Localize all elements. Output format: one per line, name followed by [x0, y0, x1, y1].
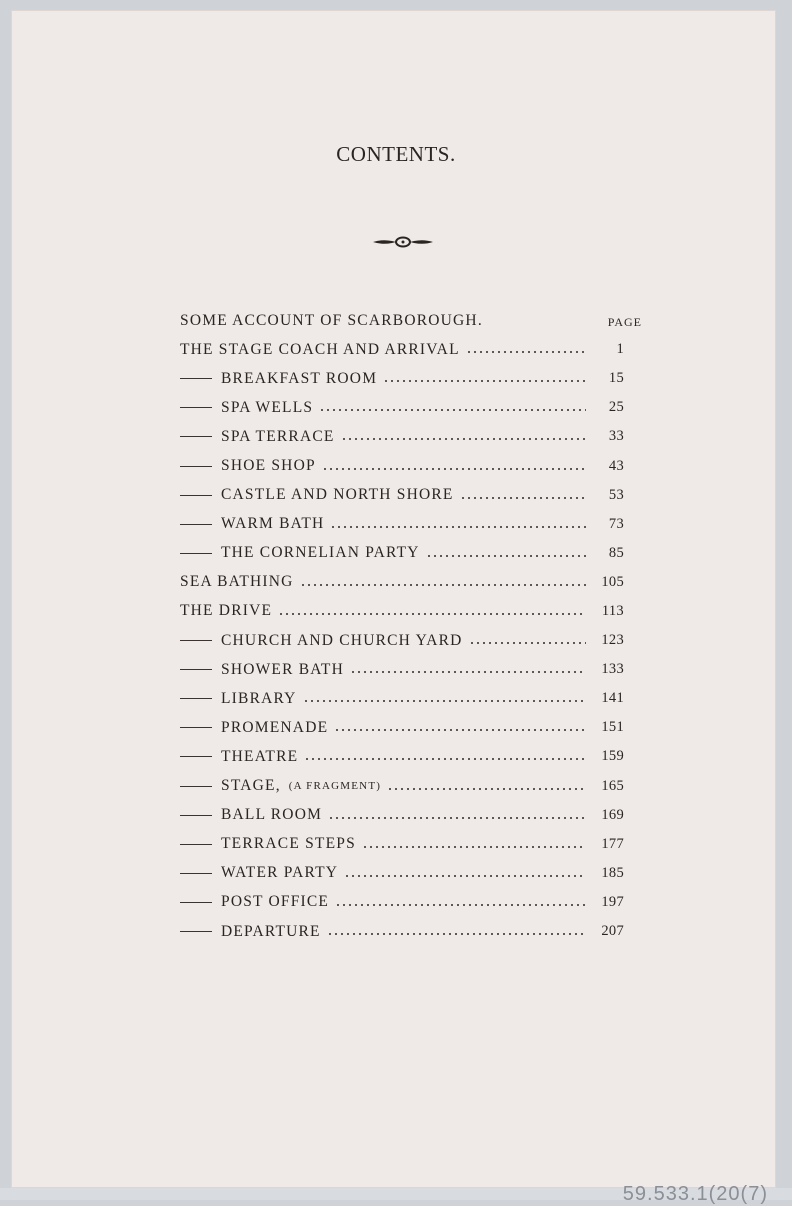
toc-entry-page: 105: [601, 573, 624, 590]
toc-entry-page: 73: [608, 515, 624, 532]
ditto-dash: [180, 640, 212, 641]
toc-entry-label: CASTLE AND NORTH SHORE: [221, 486, 454, 504]
mount-margin: [0, 1183, 792, 1205]
ditto-dash: [180, 495, 212, 496]
toc-entry-label: BALL ROOM: [221, 806, 323, 824]
dot-leader: [319, 409, 586, 411]
toc-entry-page: 25: [608, 399, 624, 416]
toc-entry-label: DEPARTURE: [221, 922, 321, 940]
toc-entry-label: POST OFFICE: [221, 893, 330, 911]
toc-entry-page: 113: [601, 602, 624, 619]
toc-entry-page: 133: [601, 661, 624, 678]
dot-leader: [469, 642, 586, 644]
toc-entry-page: 1: [616, 341, 624, 358]
ditto-dash: [180, 407, 212, 408]
toc-entry-label: STAGE,: [221, 777, 281, 795]
toc-entry: [180, 422, 642, 451]
dot-leader: [387, 788, 586, 790]
toc-entry-sublabel: (A FRAGMENT): [288, 780, 382, 793]
toc-entry-label: BREAKFAST ROOM: [221, 369, 378, 387]
toc-entry: [180, 684, 642, 713]
toc-entry-page: 197: [601, 893, 624, 910]
toc-entry-label: SPA WELLS: [221, 398, 314, 416]
ditto-dash: [180, 378, 212, 379]
dot-leader: [344, 875, 586, 877]
toc-entry: [180, 859, 642, 888]
toc-entry-page: 169: [601, 806, 624, 823]
page-title: CONTENTS.: [336, 142, 456, 166]
ditto-dash: [180, 669, 212, 670]
dot-leader: [383, 380, 586, 382]
ornament-icon: [372, 236, 434, 248]
toc-entry: [180, 742, 642, 771]
toc-entry-page: 33: [608, 428, 624, 445]
ditto-dash: [180, 436, 212, 437]
section-title: SOME ACCOUNT OF SCARBOROUGH.: [180, 311, 483, 329]
page-column-label: PAGE: [607, 315, 642, 330]
toc-entry: [180, 451, 642, 480]
toc-entry: [180, 830, 642, 859]
ditto-dash: [180, 524, 212, 525]
toc-entry-label: SHOE SHOP: [221, 457, 316, 475]
toc-entry: [180, 539, 642, 568]
dot-leader: [330, 526, 586, 528]
toc-entry: [180, 713, 642, 742]
toc-entry-label: SEA BATHING: [180, 573, 294, 591]
ditto-dash: [180, 756, 212, 757]
accession-inscription: 59.533.1(20(7): [622, 1183, 768, 1205]
toc-entry-label: WATER PARTY: [221, 864, 339, 882]
toc-entry-page: 151: [601, 719, 624, 736]
dot-leader: [300, 584, 586, 586]
toc-entry: [180, 626, 642, 655]
toc-entry-label: THE STAGE COACH AND ARRIVAL: [180, 340, 460, 358]
toc-entry-page: 159: [601, 748, 624, 765]
toc-entry-label: TERRACE STEPS: [221, 835, 356, 853]
toc-entry-label: SHOWER BATH: [221, 660, 344, 678]
toc-entry-page: 165: [601, 777, 624, 794]
toc-entry-page: 53: [608, 486, 624, 503]
toc-entry-label: PROMENADE: [221, 718, 329, 736]
ditto-dash: [180, 873, 212, 874]
ditto-dash: [180, 466, 212, 467]
dot-leader: [350, 671, 586, 673]
dot-leader: [334, 729, 586, 731]
toc-entry: [180, 481, 642, 510]
toc-entry: [180, 888, 642, 917]
dot-leader: [322, 468, 586, 470]
dot-leader: [303, 700, 586, 702]
ditto-dash: [180, 815, 212, 816]
toc-entry: [180, 568, 642, 597]
toc-entry: [180, 801, 642, 830]
toc-entry-page: 141: [601, 690, 624, 707]
dot-leader: [466, 351, 586, 353]
dot-leader: [460, 497, 586, 499]
table-of-contents: [180, 306, 642, 946]
toc-entry-label: THE DRIVE: [180, 602, 273, 620]
dot-leader: [341, 438, 586, 440]
toc-entry-page: 15: [608, 370, 624, 387]
dot-leader: [335, 904, 586, 906]
dot-leader: [328, 817, 586, 819]
toc-entry-page: 207: [601, 923, 624, 940]
toc-entry-page: 43: [608, 457, 624, 474]
dot-leader: [362, 846, 586, 848]
toc-entry-label: WARM BATH: [221, 515, 325, 533]
toc-entry: [180, 510, 642, 539]
toc-entry: [180, 393, 642, 422]
toc-entry: [180, 335, 642, 364]
toc-header-row: [180, 306, 642, 335]
toc-entry-page: 85: [608, 544, 624, 561]
ditto-dash: [180, 902, 212, 903]
toc-entry-label: THE CORNELIAN PARTY: [221, 544, 420, 562]
toc-entry-page: 185: [601, 864, 624, 881]
ditto-dash: [180, 553, 212, 554]
toc-entry-label: LIBRARY: [221, 689, 297, 707]
toc-entry-page: 177: [601, 835, 624, 852]
toc-entry-label: CHURCH AND CHURCH YARD: [221, 631, 463, 649]
ditto-dash: [180, 844, 212, 845]
toc-entry-label: THEATRE: [221, 747, 299, 765]
ditto-dash: [180, 727, 212, 728]
dot-leader: [426, 555, 586, 557]
dot-leader: [327, 933, 586, 935]
toc-entry-page: 123: [601, 632, 624, 649]
ditto-dash: [180, 698, 212, 699]
toc-entry: [180, 917, 642, 946]
toc-entry: [180, 364, 642, 393]
ditto-dash: [180, 786, 212, 787]
toc-entry-label: SPA TERRACE: [221, 427, 335, 445]
dot-leader: [278, 613, 586, 615]
dot-leader: [304, 758, 586, 760]
ditto-dash: [180, 931, 212, 932]
toc-entry: [180, 597, 642, 626]
toc-entry: [180, 655, 642, 684]
toc-entry: [180, 772, 642, 801]
